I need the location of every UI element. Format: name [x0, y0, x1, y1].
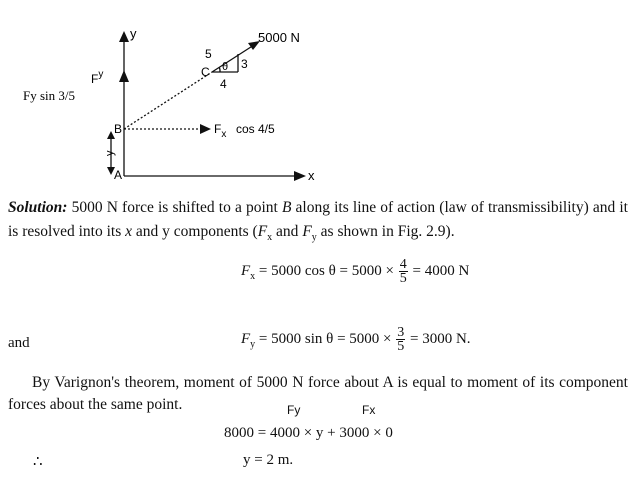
force-arrow: [212, 45, 254, 72]
solution-paragraph: Solution: 5000 N force is shifted to a point B along its line of action (law of transmissibility) and it is resolved into its x and y components ($F_x$ and $F_y$ as shown in Fig. 2.9).: [8, 199, 628, 244]
solution-label: Solution:: [8, 199, 68, 216]
y-axis-label: y: [130, 26, 137, 41]
force-label: 5000 N: [258, 30, 300, 45]
result-equation: y = 2 m.: [243, 452, 294, 468]
fy-label: $F^y$: [91, 69, 104, 86]
fy-note: Fy: [287, 403, 301, 417]
theta-label: θ: [222, 61, 229, 73]
x-axis-arrowhead: [294, 171, 306, 181]
point-c-label: C: [201, 65, 210, 79]
horiz-label: 4: [220, 77, 227, 91]
point-b-label: B: [114, 122, 123, 136]
fy-sin-label: Fy sin 3/5: [23, 88, 76, 103]
moment-equation: 8000 = 4000 × y + 3000 × 0: [224, 425, 393, 441]
equation-fx: $F_x = 5000$ cos θ = 5000 × $\frac{4}{5}$ = 4000 N: [241, 257, 470, 286]
varignon-paragraph: By Varignon's theorem, moment of 5000 N force about A is equal to moment of its component forces about the same point.: [8, 374, 628, 413]
force-diagram: [0, 0, 638, 190]
y-axis-arrowhead: [119, 31, 129, 42]
fx-arrowhead: [200, 124, 211, 134]
dimension-label: y: [104, 150, 116, 156]
x-axis-label: x: [308, 168, 315, 183]
equation-fy: $F_y = 5000$ sin θ = 5000 × $\frac{3}{5}$ = 3000 N.: [241, 325, 471, 354]
therefore-symbol: ∴: [33, 454, 43, 470]
vert-label: 3: [241, 57, 248, 71]
hyp-label: 5: [205, 47, 212, 61]
fx-label: $F_x$: [214, 122, 227, 140]
fx-note: Fx: [362, 403, 376, 417]
angle-arc: [219, 67, 220, 72]
line-of-action: [124, 72, 212, 129]
point-a-label: A: [114, 168, 123, 182]
fx-cos-label: cos 4/5: [236, 122, 275, 136]
and-label: and: [8, 335, 30, 351]
fy-arrowhead: [119, 70, 129, 82]
